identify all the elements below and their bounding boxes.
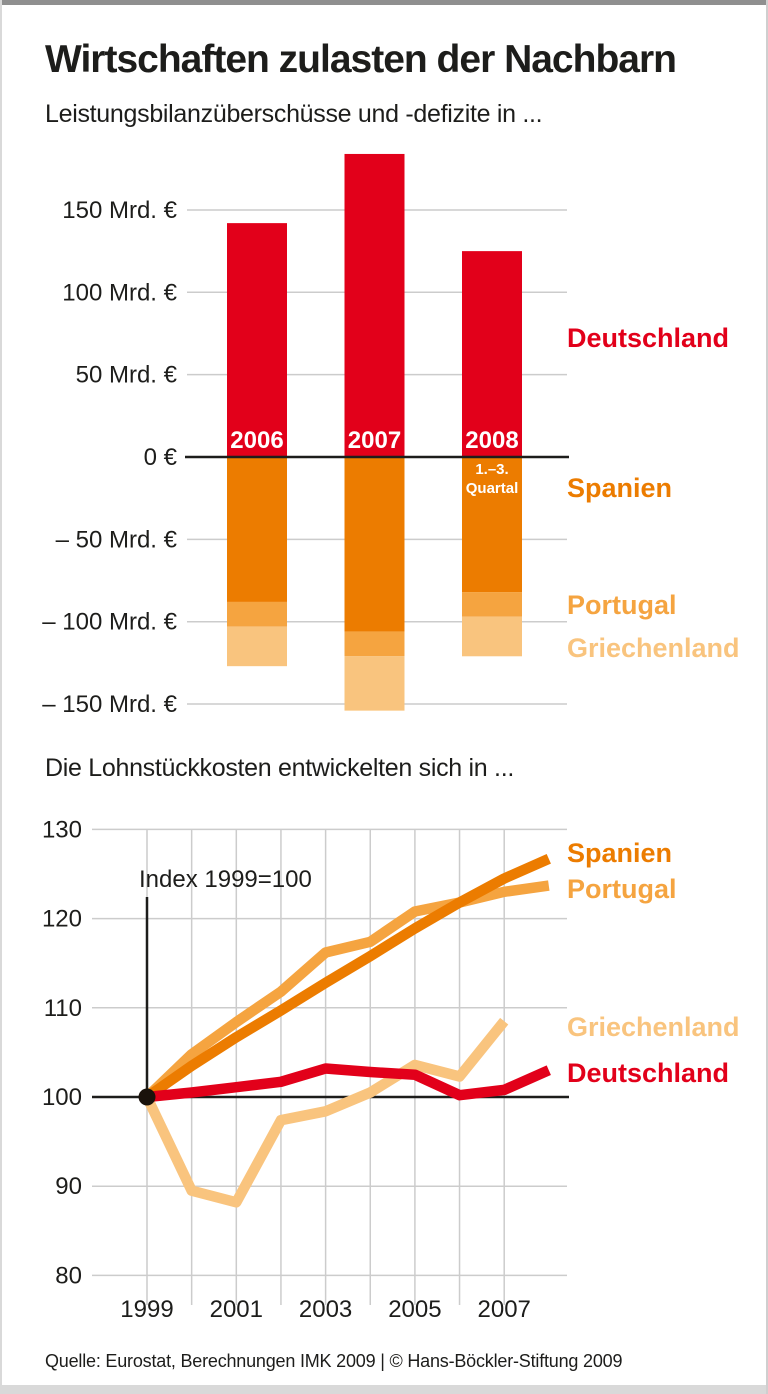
x-axis-tick-label: 2001 — [209, 1296, 263, 1323]
bar-portugal-2007 — [345, 632, 405, 657]
bar-griechenland-2007 — [345, 656, 405, 710]
legend-label-portugal: Portugal — [567, 874, 677, 904]
line-chart-title: Die Lohnstückkosten entwickelten sich in ... — [45, 754, 514, 782]
bar-griechenland-2006 — [227, 627, 287, 667]
page-title: Wirtschaften zulasten der Nachbarn — [45, 38, 676, 81]
bar-spanien-2006 — [227, 457, 287, 602]
top-border-band — [2, 0, 766, 5]
bottom-border-band — [2, 1385, 766, 1394]
bar-year-label: 2007 — [347, 427, 402, 454]
x-axis-tick-label: 2003 — [298, 1296, 353, 1323]
y-axis-tick-label: 120 — [41, 905, 82, 933]
bar-spanien-2007 — [345, 457, 405, 632]
y-axis-tick-label: 130 — [41, 816, 82, 844]
legend-label-spanien: Spanien — [567, 838, 673, 868]
y-axis-tick-label: 100 Mrd. € — [62, 279, 177, 307]
y-axis-tick-label: – 150 Mrd. € — [42, 691, 177, 719]
y-axis-tick-label: 50 Mrd. € — [75, 361, 177, 389]
bar-chart-canvas — [2, 140, 768, 754]
bar-griechenland-2008 — [462, 617, 522, 657]
y-axis-tick-label: – 100 Mrd. € — [42, 608, 177, 636]
bar-chart-title: Leistungsbilanzüberschüsse und -defizite in ... — [45, 100, 543, 128]
legend-label-portugal: Portugal — [567, 590, 677, 620]
x-axis-tick-label: 2007 — [477, 1296, 531, 1323]
bar-deutschland-2007 — [345, 154, 405, 457]
x-axis-tick-label: 1999 — [120, 1296, 174, 1323]
x-axis-tick-label: 2005 — [388, 1296, 442, 1323]
bar-deutschland-2006 — [227, 223, 287, 457]
y-axis-tick-label: 110 — [43, 994, 82, 1022]
y-axis-tick-label: 80 — [55, 1262, 82, 1290]
bar-portugal-2008 — [462, 592, 522, 617]
bar-period-note: 1.–3. — [475, 461, 509, 478]
legend-label-griechenland: Griechenland — [567, 633, 740, 663]
y-axis-tick-label: 100 — [41, 1084, 82, 1111]
line-chart-canvas — [2, 800, 768, 1348]
index-annotation: Index 1999=100 — [139, 866, 312, 893]
bar-year-label: 2006 — [230, 427, 284, 454]
current-account-bar-chart — [2, 140, 768, 754]
bar-portugal-2006 — [227, 602, 287, 627]
series-line-deutschland — [147, 1069, 549, 1098]
legend-label-spanien: Spanien — [567, 473, 673, 503]
legend-label-griechenland: Griechenland — [567, 1012, 740, 1042]
legend-label-deutschland: Deutschland — [567, 1058, 730, 1088]
source-note: Quelle: Eurostat, Berechnungen IMK 2009 | © Hans-Böckler-Stiftung 2009 — [45, 1351, 623, 1371]
y-axis-tick-label: – 50 Mrd. € — [55, 526, 177, 554]
unit-labor-cost-line-chart — [2, 800, 768, 1348]
y-axis-tick-label: 90 — [55, 1173, 82, 1201]
y-axis-tick-label: 0 € — [143, 444, 177, 471]
bar-year-label: 2008 — [465, 427, 519, 454]
y-axis-tick-label: 150 Mrd. € — [62, 196, 177, 224]
legend-label-deutschland: Deutschland — [567, 323, 730, 353]
bar-period-note: Quartal — [465, 480, 519, 497]
origin-dot — [139, 1089, 156, 1106]
